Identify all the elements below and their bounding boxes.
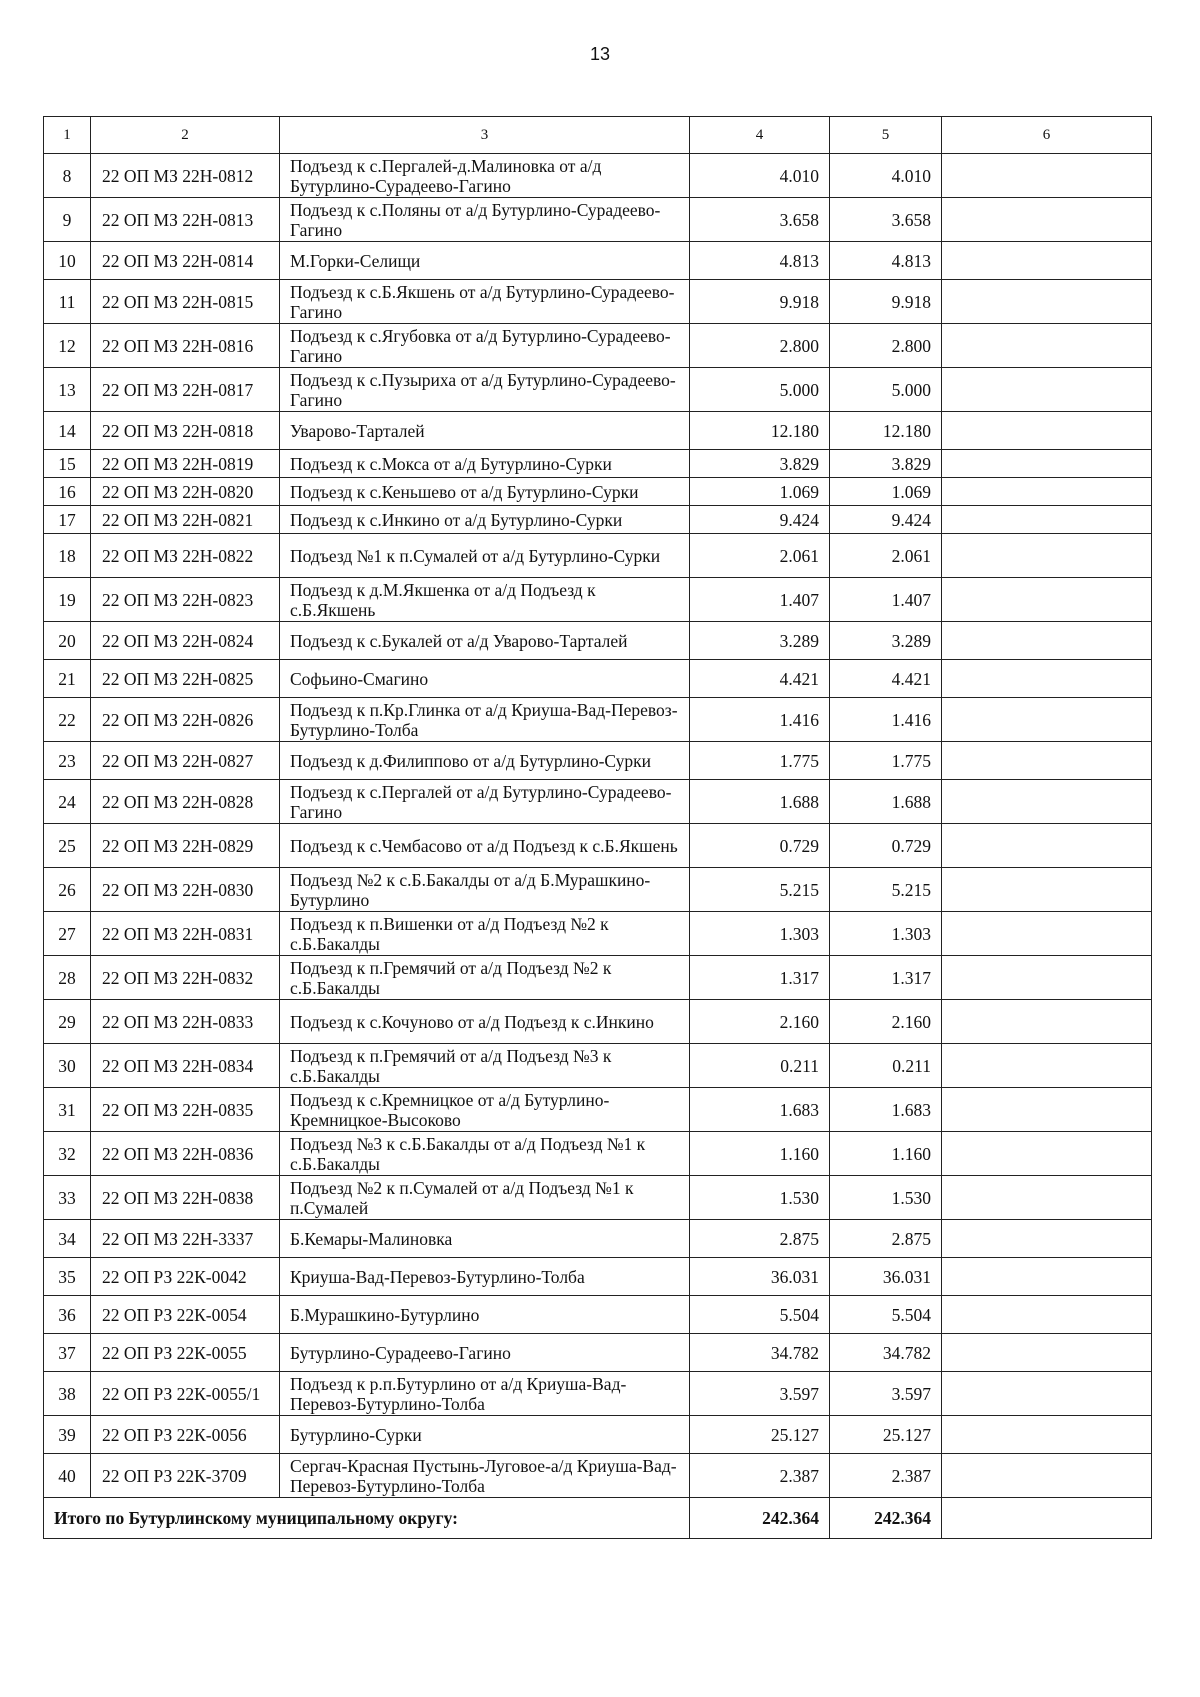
- length-col4: 1.303: [690, 912, 830, 956]
- road-code: 22 ОП РЗ 22К-0042: [91, 1258, 280, 1296]
- length-col5: 4.421: [830, 660, 942, 698]
- row-note: [942, 1416, 1152, 1454]
- table-row: [44, 780, 1152, 824]
- length-col5: 1.683: [830, 1088, 942, 1132]
- road-code: 22 ОП МЗ 22Н-0817: [91, 368, 280, 412]
- road-code: 22 ОП РЗ 22К-0055: [91, 1334, 280, 1372]
- road-name: Подъезд к с.Поляны от а/д Бутурлино-Сурадеево-Гагино: [280, 198, 690, 242]
- road-code: 22 ОП МЗ 22Н-0838: [91, 1176, 280, 1220]
- row-note: [942, 1296, 1152, 1334]
- header-row: [44, 117, 1152, 154]
- row-number: 28: [44, 956, 91, 1000]
- table-row: [44, 324, 1152, 368]
- length-col5: 3.289: [830, 622, 942, 660]
- length-col4: 2.875: [690, 1220, 830, 1258]
- road-code: 22 ОП МЗ 22Н-0831: [91, 912, 280, 956]
- road-name: Подъезд №2 к п.Сумалей от а/д Подъезд №1 к п.Сумалей: [280, 1176, 690, 1220]
- row-note: [942, 506, 1152, 534]
- road-name: Подъезд к п.Гремячий от а/д Подъезд №2 к с.Б.Бакалды: [280, 956, 690, 1000]
- road-name: Подъезд к с.Кочуново от а/д Подъезд к с.Инкино: [280, 1000, 690, 1044]
- length-col5: 2.875: [830, 1220, 942, 1258]
- row-number: 19: [44, 578, 91, 622]
- table-row: [44, 698, 1152, 742]
- road-code: 22 ОП МЗ 22Н-3337: [91, 1220, 280, 1258]
- length-col4: 3.829: [690, 450, 830, 478]
- road-name: Подъезд к р.п.Бутурлино от а/д Криуша-Вад-Перевоз-Бутурлино-Толба: [280, 1372, 690, 1416]
- length-col4: 1.775: [690, 742, 830, 780]
- row-number: 16: [44, 478, 91, 506]
- table-row: [44, 1334, 1152, 1372]
- road-name: Подъезд к п.Кр.Глинка от а/д Криуша-Вад-Перевоз-Бутурлино-Толба: [280, 698, 690, 742]
- total-label: Итого по Бутурлинскому муниципальному округу:: [44, 1498, 690, 1539]
- row-note: [942, 1454, 1152, 1498]
- road-name: Подъезд №2 к с.Б.Бакалды от а/д Б.Мурашкино-Бутурлино: [280, 868, 690, 912]
- table-row: [44, 1176, 1152, 1220]
- row-number: 30: [44, 1044, 91, 1088]
- table-row: [44, 622, 1152, 660]
- road-code: 22 ОП МЗ 22Н-0835: [91, 1088, 280, 1132]
- road-code: 22 ОП РЗ 22К-0054: [91, 1296, 280, 1334]
- row-note: [942, 1334, 1152, 1372]
- road-name: Подъезд №1 к п.Сумалей от а/д Бутурлино-Сурки: [280, 534, 690, 578]
- road-name: Бутурлино-Сурадеево-Гагино: [280, 1334, 690, 1372]
- length-col5: 4.010: [830, 154, 942, 198]
- table-row: [44, 242, 1152, 280]
- row-number: 40: [44, 1454, 91, 1498]
- length-col4: 1.683: [690, 1088, 830, 1132]
- row-note: [942, 1258, 1152, 1296]
- road-name: Бутурлино-Сурки: [280, 1416, 690, 1454]
- road-code: 22 ОП МЗ 22Н-0825: [91, 660, 280, 698]
- length-col4: 5.215: [690, 868, 830, 912]
- road-name: Подъезд к с.Кеньшево от а/д Бутурлино-Сурки: [280, 478, 690, 506]
- length-col4: 9.424: [690, 506, 830, 534]
- length-col5: 34.782: [830, 1334, 942, 1372]
- road-name: Подъезд к с.Пергалей-д.Малиновка от а/д Бутурлино-Сурадеево-Гагино: [280, 154, 690, 198]
- length-col5: 1.407: [830, 578, 942, 622]
- road-code: 22 ОП МЗ 22Н-0828: [91, 780, 280, 824]
- length-col4: 3.597: [690, 1372, 830, 1416]
- length-col5: 0.211: [830, 1044, 942, 1088]
- length-col4: 3.658: [690, 198, 830, 242]
- road-code: 22 ОП РЗ 22К-0055/1: [91, 1372, 280, 1416]
- table-row: [44, 506, 1152, 534]
- table-row: [44, 154, 1152, 198]
- row-note: [942, 242, 1152, 280]
- length-col4: 4.010: [690, 154, 830, 198]
- row-number: 33: [44, 1176, 91, 1220]
- road-name: Подъезд к с.Букалей от а/д Уварово-Тарталей: [280, 622, 690, 660]
- table-row: [44, 534, 1152, 578]
- road-code: 22 ОП МЗ 22Н-0818: [91, 412, 280, 450]
- row-number: 10: [44, 242, 91, 280]
- row-number: 20: [44, 622, 91, 660]
- row-number: 25: [44, 824, 91, 868]
- length-col5: 5.504: [830, 1296, 942, 1334]
- row-number: 22: [44, 698, 91, 742]
- row-note: [942, 824, 1152, 868]
- length-col4: 1.416: [690, 698, 830, 742]
- header-cell: 5: [830, 117, 942, 154]
- table-row: [44, 912, 1152, 956]
- length-col4: 12.180: [690, 412, 830, 450]
- length-col5: 2.387: [830, 1454, 942, 1498]
- road-name: Софьино-Смагино: [280, 660, 690, 698]
- length-col5: 1.317: [830, 956, 942, 1000]
- table-row: [44, 450, 1152, 478]
- table-body: [44, 154, 1152, 1539]
- length-col4: 1.317: [690, 956, 830, 1000]
- table-row: [44, 742, 1152, 780]
- table-row: [44, 660, 1152, 698]
- table-row: [44, 1044, 1152, 1088]
- road-code: 22 ОП МЗ 22Н-0815: [91, 280, 280, 324]
- row-number: 18: [44, 534, 91, 578]
- length-col5: 3.658: [830, 198, 942, 242]
- length-col4: 9.918: [690, 280, 830, 324]
- road-name: Подъезд к с.Б.Якшень от а/д Бутурлино-Сурадеево-Гагино: [280, 280, 690, 324]
- road-code: 22 ОП МЗ 22Н-0813: [91, 198, 280, 242]
- table-row: [44, 1258, 1152, 1296]
- row-number: 14: [44, 412, 91, 450]
- row-number: 34: [44, 1220, 91, 1258]
- table-row: [44, 1220, 1152, 1258]
- table-row: [44, 1296, 1152, 1334]
- length-col5: 1.775: [830, 742, 942, 780]
- road-name: Подъезд к д.Филиппово от а/д Бутурлино-Сурки: [280, 742, 690, 780]
- row-note: [942, 1088, 1152, 1132]
- road-code: 22 ОП МЗ 22Н-0824: [91, 622, 280, 660]
- row-note: [942, 198, 1152, 242]
- road-name: Б.Мурашкино-Бутурлино: [280, 1296, 690, 1334]
- row-note: [942, 956, 1152, 1000]
- table-header: [44, 117, 1152, 154]
- road-name: Сергач-Красная Пустынь-Луговое-а/д Криуша-Вад-Перевоз-Бутурлино-Толба: [280, 1454, 690, 1498]
- length-col5: 5.000: [830, 368, 942, 412]
- row-note: [942, 1000, 1152, 1044]
- row-number: 9: [44, 198, 91, 242]
- row-number: 26: [44, 868, 91, 912]
- road-code: 22 ОП МЗ 22Н-0812: [91, 154, 280, 198]
- row-number: 15: [44, 450, 91, 478]
- road-code: 22 ОП МЗ 22Н-0832: [91, 956, 280, 1000]
- length-col5: 1.688: [830, 780, 942, 824]
- road-code: 22 ОП МЗ 22Н-0834: [91, 1044, 280, 1088]
- row-note: [942, 412, 1152, 450]
- length-col4: 2.160: [690, 1000, 830, 1044]
- road-code: 22 ОП РЗ 22К-3709: [91, 1454, 280, 1498]
- row-note: [942, 534, 1152, 578]
- table-row: [44, 368, 1152, 412]
- road-name: Подъезд к с.Кремницкое от а/д Бутурлино-Кремницкое-Высоково: [280, 1088, 690, 1132]
- row-note: [942, 1372, 1152, 1416]
- road-name: Подъезд к с.Ягубовка от а/д Бутурлино-Сурадеево-Гагино: [280, 324, 690, 368]
- row-number: 12: [44, 324, 91, 368]
- row-number: 24: [44, 780, 91, 824]
- length-col4: 2.387: [690, 1454, 830, 1498]
- length-col5: 3.597: [830, 1372, 942, 1416]
- road-code: 22 ОП МЗ 22Н-0833: [91, 1000, 280, 1044]
- row-note: [942, 1044, 1152, 1088]
- road-name: Подъезд к п.Гремячий от а/д Подъезд №3 к с.Б.Бакалды: [280, 1044, 690, 1088]
- road-name: Подъезд к п.Вишенки от а/д Подъезд №2 к с.Б.Бакалды: [280, 912, 690, 956]
- table-row: [44, 956, 1152, 1000]
- length-col4: 2.800: [690, 324, 830, 368]
- length-col4: 36.031: [690, 1258, 830, 1296]
- length-col5: 3.829: [830, 450, 942, 478]
- row-note: [942, 450, 1152, 478]
- table-row: [44, 1416, 1152, 1454]
- row-note: [942, 1176, 1152, 1220]
- row-note: [942, 622, 1152, 660]
- table-row: [44, 578, 1152, 622]
- row-number: 38: [44, 1372, 91, 1416]
- row-number: 23: [44, 742, 91, 780]
- length-col4: 5.504: [690, 1296, 830, 1334]
- total-length-col4: 242.364: [690, 1498, 830, 1539]
- table-row: [44, 824, 1152, 868]
- row-note: [942, 154, 1152, 198]
- table-row: [44, 198, 1152, 242]
- table-row: [44, 280, 1152, 324]
- length-col5: 2.160: [830, 1000, 942, 1044]
- table-row: [44, 868, 1152, 912]
- road-code: 22 ОП МЗ 22Н-0829: [91, 824, 280, 868]
- length-col5: 1.069: [830, 478, 942, 506]
- row-note: [942, 1132, 1152, 1176]
- table-row: [44, 478, 1152, 506]
- length-col4: 3.289: [690, 622, 830, 660]
- length-col4: 25.127: [690, 1416, 830, 1454]
- length-col4: 1.069: [690, 478, 830, 506]
- row-note: [942, 780, 1152, 824]
- row-note: [942, 742, 1152, 780]
- table-row: [44, 1132, 1152, 1176]
- length-col4: 0.729: [690, 824, 830, 868]
- road-name: Криуша-Вад-Перевоз-Бутурлино-Толба: [280, 1258, 690, 1296]
- road-code: 22 ОП МЗ 22Н-0836: [91, 1132, 280, 1176]
- road-name: Уварово-Тарталей: [280, 412, 690, 450]
- road-name: Подъезд к д.М.Якшенка от а/д Подъезд к с.Б.Якшень: [280, 578, 690, 622]
- row-number: 21: [44, 660, 91, 698]
- header-cell: 6: [942, 117, 1152, 154]
- table-row: [44, 1000, 1152, 1044]
- row-number: 8: [44, 154, 91, 198]
- row-note: [942, 368, 1152, 412]
- table-row: [44, 1372, 1152, 1416]
- length-col5: 9.918: [830, 280, 942, 324]
- row-number: 29: [44, 1000, 91, 1044]
- road-name: Подъезд №3 к с.Б.Бакалды от а/д Подъезд №1 к с.Б.Бакалды: [280, 1132, 690, 1176]
- table-row: [44, 1088, 1152, 1132]
- road-name: Подъезд к с.Пузыриха от а/д Бутурлино-Сурадеево-Гагино: [280, 368, 690, 412]
- length-col5: 1.530: [830, 1176, 942, 1220]
- length-col4: 1.530: [690, 1176, 830, 1220]
- length-col5: 5.215: [830, 868, 942, 912]
- road-code: 22 ОП МЗ 22Н-0827: [91, 742, 280, 780]
- row-number: 17: [44, 506, 91, 534]
- road-code: 22 ОП МЗ 22Н-0830: [91, 868, 280, 912]
- road-code: 22 ОП МЗ 22Н-0822: [91, 534, 280, 578]
- row-note: [942, 912, 1152, 956]
- road-code: 22 ОП МЗ 22Н-0816: [91, 324, 280, 368]
- length-col4: 0.211: [690, 1044, 830, 1088]
- length-col5: 1.160: [830, 1132, 942, 1176]
- row-number: 27: [44, 912, 91, 956]
- length-col4: 4.421: [690, 660, 830, 698]
- row-note: [942, 1220, 1152, 1258]
- road-name: Б.Кемары-Малиновка: [280, 1220, 690, 1258]
- road-code: 22 ОП МЗ 22Н-0821: [91, 506, 280, 534]
- row-note: [942, 698, 1152, 742]
- header-cell: 2: [91, 117, 280, 154]
- road-name: Подъезд к с.Мокса от а/д Бутурлино-Сурки: [280, 450, 690, 478]
- row-number: 32: [44, 1132, 91, 1176]
- length-col4: 5.000: [690, 368, 830, 412]
- row-note: [942, 280, 1152, 324]
- length-col4: 2.061: [690, 534, 830, 578]
- total-note: [942, 1498, 1152, 1539]
- row-number: 39: [44, 1416, 91, 1454]
- road-code: 22 ОП РЗ 22К-0056: [91, 1416, 280, 1454]
- header-cell: 3: [280, 117, 690, 154]
- length-col5: 2.800: [830, 324, 942, 368]
- roads-table: [43, 116, 1152, 1539]
- header-cell: 4: [690, 117, 830, 154]
- road-code: 22 ОП МЗ 22Н-0814: [91, 242, 280, 280]
- table-row: [44, 1454, 1152, 1498]
- row-note: [942, 478, 1152, 506]
- length-col5: 12.180: [830, 412, 942, 450]
- header-cell: 1: [44, 117, 91, 154]
- road-name: Подъезд к с.Пергалей от а/д Бутурлино-Сурадеево-Гагино: [280, 780, 690, 824]
- row-note: [942, 578, 1152, 622]
- road-name: М.Горки-Селищи: [280, 242, 690, 280]
- road-code: 22 ОП МЗ 22Н-0823: [91, 578, 280, 622]
- length-col5: 1.416: [830, 698, 942, 742]
- row-number: 31: [44, 1088, 91, 1132]
- row-number: 11: [44, 280, 91, 324]
- length-col5: 36.031: [830, 1258, 942, 1296]
- length-col5: 25.127: [830, 1416, 942, 1454]
- table-row: [44, 412, 1152, 450]
- row-note: [942, 660, 1152, 698]
- row-number: 37: [44, 1334, 91, 1372]
- length-col5: 9.424: [830, 506, 942, 534]
- total-row: [44, 1498, 1152, 1539]
- row-number: 36: [44, 1296, 91, 1334]
- road-code: 22 ОП МЗ 22Н-0826: [91, 698, 280, 742]
- row-number: 35: [44, 1258, 91, 1296]
- road-name: Подъезд к с.Инкино от а/д Бутурлино-Сурки: [280, 506, 690, 534]
- road-name: Подъезд к с.Чембасово от а/д Подъезд к с.Б.Якшень: [280, 824, 690, 868]
- total-length-col5: 242.364: [830, 1498, 942, 1539]
- length-col5: 1.303: [830, 912, 942, 956]
- length-col5: 4.813: [830, 242, 942, 280]
- row-number: 13: [44, 368, 91, 412]
- page-number: 13: [589, 44, 611, 64]
- row-note: [942, 868, 1152, 912]
- length-col4: 4.813: [690, 242, 830, 280]
- road-code: 22 ОП МЗ 22Н-0820: [91, 478, 280, 506]
- length-col4: 1.688: [690, 780, 830, 824]
- length-col5: 2.061: [830, 534, 942, 578]
- row-note: [942, 324, 1152, 368]
- length-col4: 1.160: [690, 1132, 830, 1176]
- length-col5: 0.729: [830, 824, 942, 868]
- road-code: 22 ОП МЗ 22Н-0819: [91, 450, 280, 478]
- length-col4: 34.782: [690, 1334, 830, 1372]
- length-col4: 1.407: [690, 578, 830, 622]
